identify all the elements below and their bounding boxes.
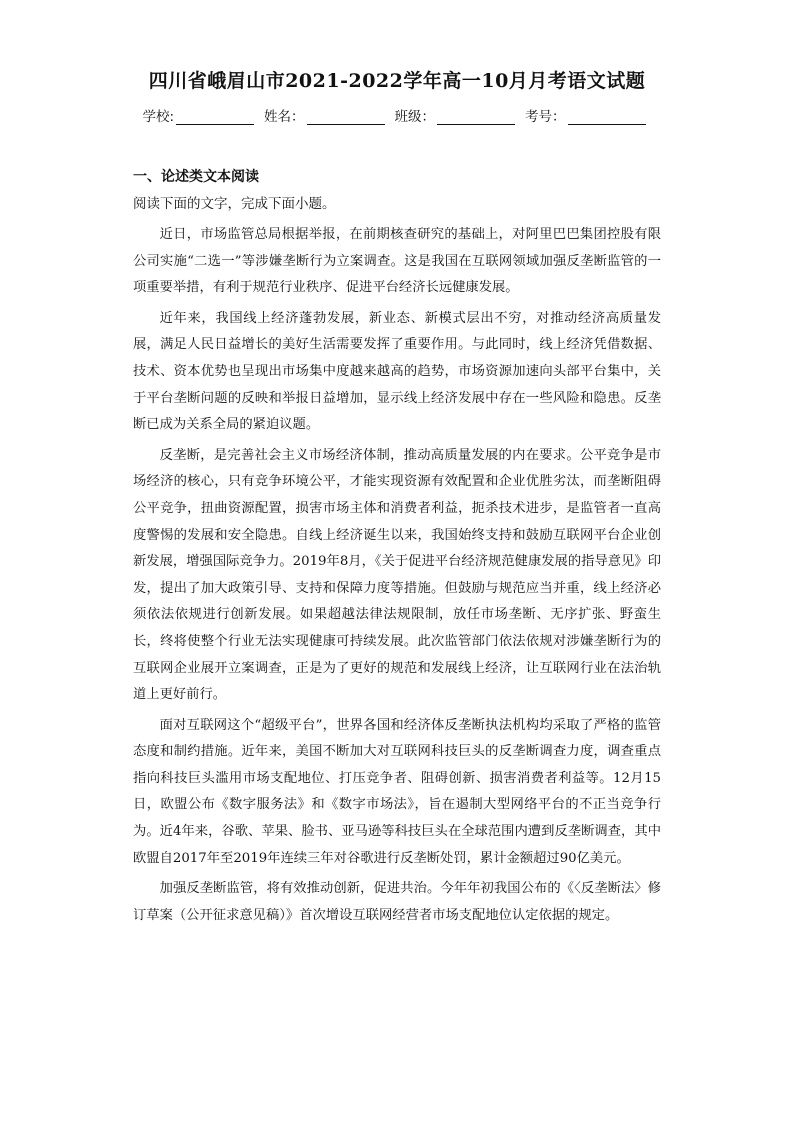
passage-paragraph: 面对互联网这个“超级平台”，世界各国和经济体反垄断执法机构均采取了严格的监管态度和制约措施。近年来，美国不断加大对互联网科技巨头的反垄断调查力度，调查重点指向科技巨头滥用市场支配地位、打压竞争者、阻碍创新、损害消费者利益等。12月15日，欧盟公布《数字服务法》和《数字市场法》，旨在遏制大型网络平台的不正当竞争行为。近4年来，谷歌、苹果、脸书、亚马逊等科技巨头在全球范围内遭到反垄断调查，其中欧盟自2017年至2019年连续三年对谷歌进行反垄断处罚，累计金额超过90亿美元。 xyxy=(133,717,661,866)
passage-paragraph: 近年来，我国线上经济蓬勃发展，新业态、新模式层出不穷，对推动经济高质量发展，满足人民日益增长的美好生活需要发挥了重要作用。与此同时，线上经济凭借数据、技术、资本优势也呈现出市场集中度越来越高的趋势，市场资源加速向头部平台集中，关于平台垄断问题的反映和举报日益增加，显示线上经济发展中存在一些风险和隐患。反垄断已成为关系全局的紧迫议题。 xyxy=(133,310,661,433)
exam-number-blank xyxy=(568,110,646,125)
student-info-row xyxy=(0,105,794,125)
section-heading: 一、论述类文本阅读 xyxy=(133,169,259,185)
page-title: 四川省峨眉山市2021-2022学年高一10月月考语文试题 xyxy=(148,70,646,92)
passage-paragraph: 近日，市场监管总局根据举报，在前期核查研究的基础上，对阿里巴巴集团控股有限公司实施“二选一”等涉嫌垄断行为立案调查。这是我国在互联网领域加强反垄断监管的一项重要举措，有利于规范行业秩序、促进平台经济长远健康发展。 xyxy=(133,227,661,296)
school-field xyxy=(142,105,260,125)
class-field xyxy=(395,105,522,125)
name-label: 姓名： xyxy=(264,109,305,125)
exam-number-field xyxy=(525,105,652,125)
class-blank xyxy=(437,110,515,125)
section-instruction: 阅读下面的文字，完成下面小题。 xyxy=(133,196,336,212)
name-field xyxy=(264,105,391,125)
name-blank xyxy=(307,110,385,125)
school-label: 学校: xyxy=(142,109,175,125)
class-label: 班级： xyxy=(394,109,436,125)
passage-paragraph: 加强反垄断监管，将有效推动创新，促进共治。今年年初我国公布的《〈反垄断法〉修订草案（公开征求意见稿）》首次增设互联网经营者市场支配地位认定依据的规定。 xyxy=(133,881,661,923)
exam-number-label: 考号： xyxy=(525,109,566,125)
school-blank xyxy=(176,110,254,125)
reading-passage xyxy=(133,222,661,933)
passage-paragraph: 反垄断，是完善社会主义市场经济体制，推动高质量发展的内在要求。公平竞争是市场经济的核心，只有竞争环境公平，才能实现资源有效配置和企业优胜劣汰，而垄断阻碍公平竞争，扭曲资源配置，损害市场主体和消费者利益，扼杀技术进步，是监管者一直高度警惕的发展和安全隐患。自线上经济诞生以来，我国始终支持和鼓励互联网平台企业创新发展，增强国际竞争力。2019年8月，《关于促进平台经济规范健康发展的指导意见》印发，提出了加大政策引导、支持和保障力度等措施。但鼓励与规范应当并重，线上经济必须依法依规进行创新发展。如果超越法律法规限制，放任市场垄断、无序扩张、野蛮生长，终将使整个行业无法实现健康可持续发展。此次监管部门依法依规对涉嫌垄断行为的互联网企业展开立案调查，正是为了更好的规范和发展线上经济，让互联网行业在法治轨道上更好前行。 xyxy=(133,447,661,703)
